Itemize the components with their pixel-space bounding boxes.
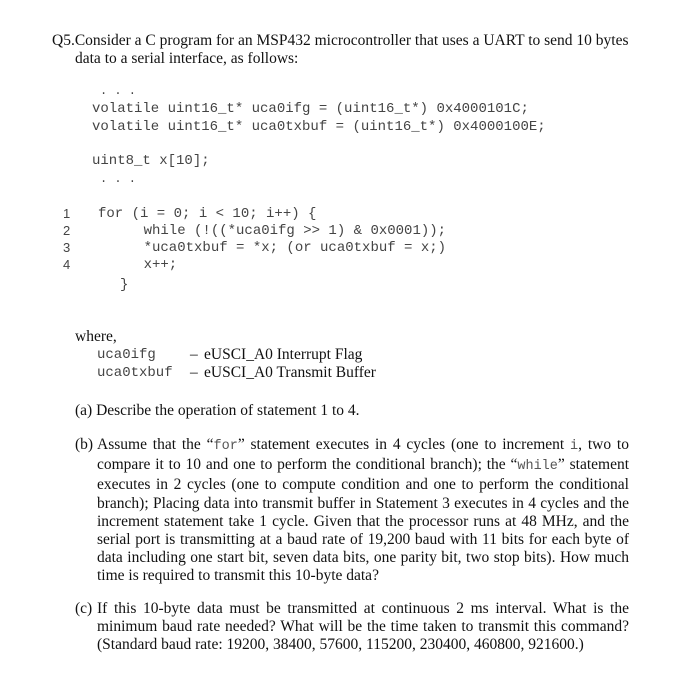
part-a: (a) Describe the operation of statement 1 to 4.	[75, 402, 360, 419]
def-dash: –	[190, 364, 198, 381]
code-line-for: for (i = 0; i < 10; i++) {	[98, 206, 317, 222]
code-closing-brace: }	[120, 277, 129, 293]
code-ellipsis-bottom: . . .	[100, 172, 137, 186]
def-desc-interrupt-flag: eUSCI_A0 Interrupt Flag	[204, 346, 363, 363]
question-line-1: Q5.Consider a C program for an MSP432 microcontroller that uses a UART to send 10 bytes	[52, 32, 629, 49]
inline-code-while: while	[517, 459, 558, 475]
code-line-increment: x++;	[110, 257, 178, 273]
code-ellipsis-top: . . .	[100, 84, 137, 98]
inline-code-i: i	[570, 439, 579, 454]
part-b-text: Assume that the “for” statement executes in 4 cycles (one to increment i, two to compare it to 10 and one to perform the conditional branch); the “while” statement executes in 2 cycles (one to compute condition and one to perform the conditional branch); Placing data into transmit buffer in Statement 3 executes in 4 cycles and the increment statement take 1 cycle. Given that the processor runs at 48 MHz, and the serial port is transmitting at a baud rate of 19,200 baud with 11 bits for each byte of data including one start bit, seven data bits, one parity bit, two stop bits). How much time is required to transmit this 10-byte data?	[97, 436, 629, 585]
def-term-uca0ifg: uca0ifg	[97, 347, 156, 363]
def-desc-transmit-buffer: eUSCI_A0 Transmit Buffer	[204, 364, 376, 381]
code-declaration-uca0txbuf: volatile uint16_t* uca0txbuf = (uint16_t*) 0x4000100E;	[92, 119, 546, 135]
def-dash: –	[190, 346, 198, 363]
part-b-label: (b)	[75, 436, 94, 453]
part-c-text: If this 10-byte data must be transmitted at continuous 2 ms interval. What is the minimum baud rate needed? What will be the time taken to transmit this command? (Standard baud rate: 19200, 38400, 57600, 115200, 230400, 460800, 921600.)	[97, 600, 629, 654]
part-c-label: (c)	[75, 600, 93, 617]
question-line-2: data to a serial interface, as follows:	[75, 50, 299, 67]
line-number: 3	[63, 240, 71, 255]
inline-code-for: for	[213, 439, 238, 454]
line-number: 1	[63, 206, 71, 221]
line-number: 2	[63, 223, 71, 238]
code-line-while: while (!((*uca0ifg >> 1) & 0x0001));	[110, 223, 447, 239]
line-number: 4	[63, 257, 71, 272]
code-declaration-uca0ifg: volatile uint16_t* uca0ifg = (uint16_t*) 0x4000101C;	[92, 101, 529, 117]
def-term-uca0txbuf: uca0txbuf	[97, 365, 173, 381]
code-line-assign: *uca0txbuf = *x; (or uca0txbuf = x;)	[110, 240, 447, 256]
where-label: where,	[75, 328, 117, 345]
code-declaration-x: uint8_t x[10];	[92, 153, 210, 169]
